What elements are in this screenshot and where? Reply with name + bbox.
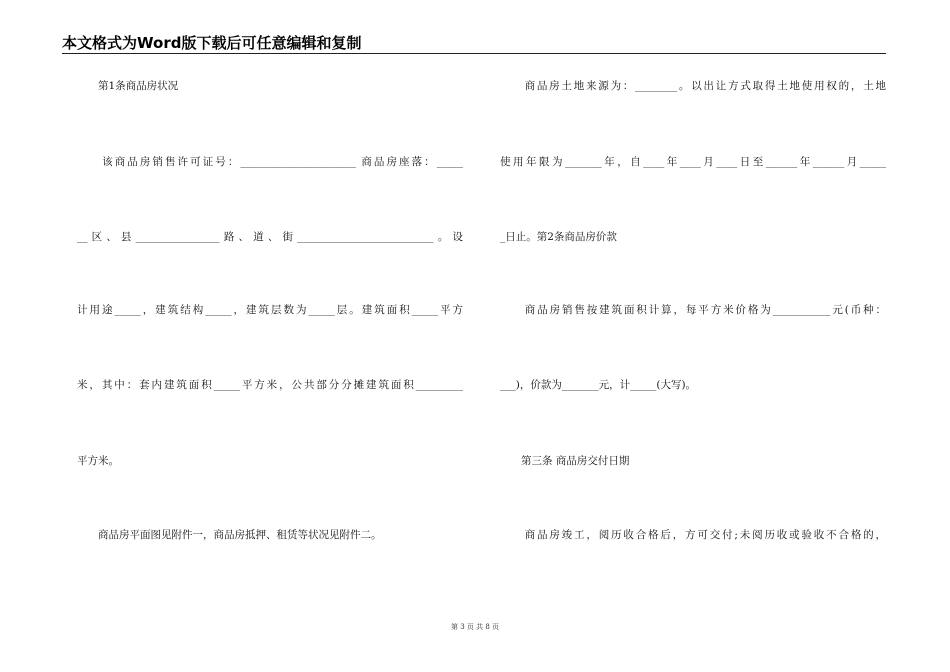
text-line: __区、县________________路、道、街__________________________。设 (77, 231, 463, 243)
text-line: _日止。第2条商品房价款 (500, 231, 617, 243)
text-line: 商品房土地来源为：________。以出让方式取得土地使用权的，土地 (500, 80, 886, 92)
text-line: 该商品房销售许可证号：______________________ 商品房座落：_____ (77, 156, 463, 168)
page-number: 第 3 页 共 8 页 (450, 623, 500, 631)
text-line: 米，其中：套内建筑面积_____平方米，公共部分分摊建筑面积_________ (77, 379, 463, 391)
text-line: 使用年限为_______年，自____年____月____日至______年______月_____ (500, 156, 886, 168)
document-header-title: 本文格式为Word版下载后可任意编辑和复制 (62, 34, 362, 52)
text-line: 第三条 商品房交付日期 (500, 455, 630, 467)
text-line: 商品房竣工，阅历收合格后，方可交付;未阅历收或验收不合格的， (500, 529, 886, 541)
text-line: 商品房平面图见附件一，商品房抵押、租赁等状况见附件二。 (77, 529, 382, 541)
text-line: 第1条商品房状况 (77, 80, 179, 92)
text-line: 平方米。 (77, 455, 119, 467)
header-divider (62, 53, 886, 54)
text-line: 商品房销售按建筑面积计算，每平方米价格为___________元(币种： (500, 304, 886, 316)
text-line: ___)，价款为_______元，计_____(大写)。 (500, 379, 697, 391)
text-line: 计用途_____，建筑结构_____，建筑层数为_____层。建筑面积_____平方 (77, 304, 463, 316)
